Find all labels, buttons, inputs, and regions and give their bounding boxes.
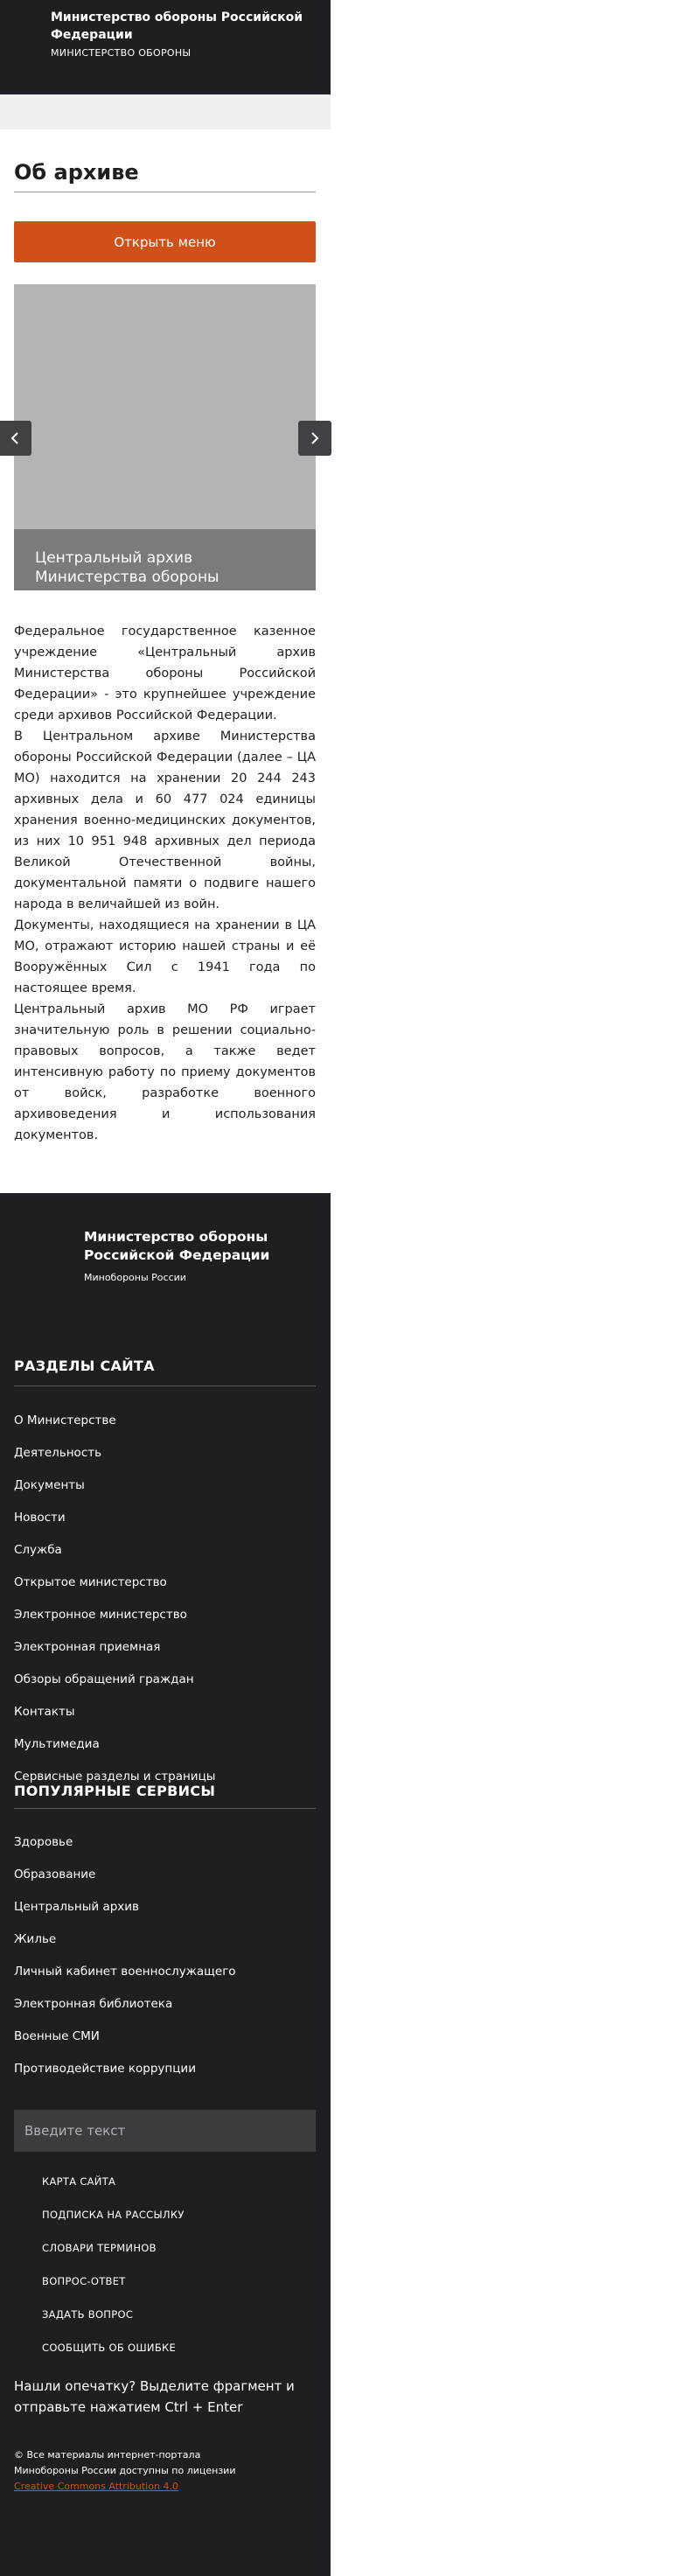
util-link-faq[interactable]: ВОПРОС-ОТВЕТ: [42, 2275, 126, 2287]
slide-caption: [14, 529, 316, 590]
about-text: [14, 621, 316, 1146]
footer-link-service[interactable]: Служба: [14, 1543, 62, 1557]
header-band: [0, 94, 331, 129]
slider-prev-button[interactable]: [0, 421, 31, 456]
open-menu-button[interactable]: Открыть меню: [14, 221, 316, 262]
footer-org-sub: Минобороны России: [84, 1272, 186, 1283]
util-link-sitemap[interactable]: КАРТА САЙТА: [42, 2175, 116, 2188]
util-link-report-error[interactable]: СООБЩИТЬ ОБ ОШИБКЕ: [42, 2342, 177, 2354]
footer-org-name[interactable]: Министерство обороны Российской Федерации: [84, 1229, 270, 1263]
footer-link-multimedia[interactable]: Мультимедиа: [14, 1737, 100, 1751]
sections-list: [14, 1412, 215, 1800]
utility-links: [42, 2175, 185, 2374]
chevron-right-icon: [310, 431, 320, 445]
service-link-central-archive[interactable]: Центральный архив: [14, 1900, 140, 1914]
sections-title: РАЗДЕЛЫ САЙТА: [14, 1358, 155, 1374]
header-org-name[interactable]: Министерство обороны Российской Федерации: [51, 10, 303, 42]
util-link-ask-question[interactable]: ЗАДАТЬ ВОПРОС: [42, 2308, 134, 2321]
footer-search-input[interactable]: [14, 2110, 316, 2152]
site-footer: [0, 1193, 331, 2576]
license-link[interactable]: Creative Commons Attribution 4.0: [14, 2481, 178, 2492]
service-link-health[interactable]: Здоровье: [14, 1835, 73, 1849]
footer-link-e-ministry[interactable]: Электронное министерство: [14, 1608, 187, 1622]
about-paragraph: Центральный архив МО РФ играет значительную роль в решении социально-правовых вопросов, а также ведет интенсивную работу по приему документов от войск, разработке военного архивоведения и использования документов.: [14, 1002, 316, 1142]
slide-caption-text: Центральный архив Министерства обороны: [35, 549, 220, 586]
footer-link-service-pages[interactable]: Сервисные разделы и страницы: [14, 1770, 216, 1784]
legal-line-1: © Все материалы интернет-портала: [14, 2449, 201, 2461]
footer-link-news[interactable]: Новости: [14, 1511, 66, 1525]
footer-link-documents[interactable]: Документы: [14, 1478, 85, 1492]
legal-line-2: Минобороны России доступны по лицензии: [14, 2465, 236, 2476]
service-link-military-media[interactable]: Военные СМИ: [14, 2029, 100, 2043]
footer-link-contacts[interactable]: Контакты: [14, 1705, 75, 1719]
site-header: [0, 0, 331, 94]
footer-link-e-reception[interactable]: Электронная приемная: [14, 1640, 161, 1654]
about-paragraph: В Центральном архиве Министерства обороны Российской Федерации (далее – ЦА МО) находится на хранении 20 244 243 архивных дела и 60 477 024 единицы хранения военно-медицинских документов, из них 10 951 948 архивных дел периода Великой Отечественной войны, документальной памяти о подвиге нашего народа в величайшей из войн.: [14, 730, 316, 911]
about-paragraph: Федеральное государственное казенное учреждение «Центральный архив Министерства обороны Российской Федерации» - это крупнейшее учреждение среди архивов Российской Федерации.: [14, 625, 316, 723]
slider-next-button[interactable]: [298, 421, 331, 456]
image-slider: [14, 284, 316, 590]
footer-link-open-ministry[interactable]: Открытое министерство: [14, 1575, 167, 1589]
about-paragraph: Документы, находящиеся на хранении в ЦА МО, отражают историю нашей страны и её Вооружённых Сил с 1941 года по настоящее время.: [14, 918, 316, 995]
legal-notice: [14, 2447, 316, 2495]
page-title: Об архиве: [14, 160, 139, 185]
service-link-housing[interactable]: Жилье: [14, 1932, 57, 1946]
service-link-education[interactable]: Образование: [14, 1867, 96, 1881]
util-link-glossary[interactable]: СЛОВАРИ ТЕРМИНОВ: [42, 2242, 157, 2254]
typo-report-note: Нашли опечатку? Выделите фрагмент и отправьте нажатием Ctrl + Enter: [14, 2378, 295, 2415]
service-link-e-library[interactable]: Электронная библиотека: [14, 1997, 173, 2011]
util-link-subscribe[interactable]: ПОДПИСКА НА РАССЫЛКУ: [42, 2209, 185, 2221]
service-link-anti-corruption[interactable]: Противодействие коррупции: [14, 2062, 196, 2076]
footer-link-appeals-reviews[interactable]: Обзоры обращений граждан: [14, 1672, 194, 1686]
footer-link-about[interactable]: О Министерстве: [14, 1414, 116, 1428]
chevron-left-icon: [10, 431, 20, 445]
services-divider: [14, 1808, 316, 1809]
services-title: ПОПУЛЯРНЫЕ СЕРВИСЫ: [14, 1783, 216, 1799]
header-subtitle: МИНИСТЕРСТВО ОБОРОНЫ: [51, 47, 192, 59]
services-list: [14, 1833, 236, 2092]
footer-link-activity[interactable]: Деятельность: [14, 1446, 102, 1460]
service-link-personal-account[interactable]: Личный кабинет военнослужащего: [14, 1965, 236, 1979]
